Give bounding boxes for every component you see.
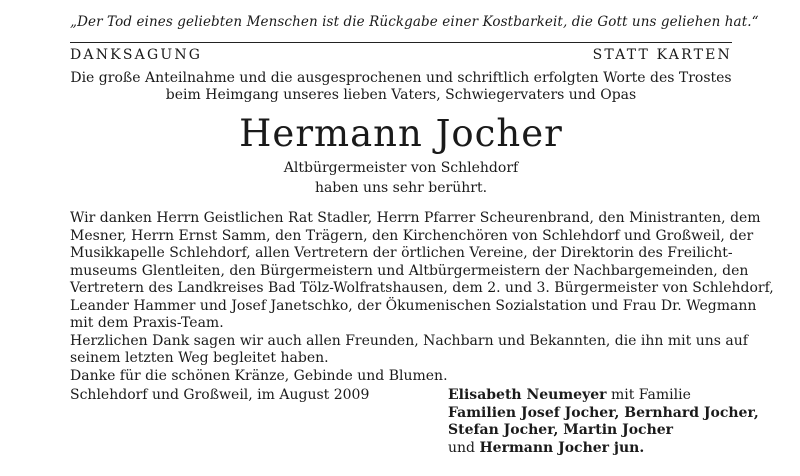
thanks-line: museums Glentleiten, den Bürgermeistern und Altbürgermeistern der Nachbargemeinden, den: [70, 262, 749, 279]
thanks-line: Mesner, Herrn Ernst Samm, den Trägern, den Kirchenchören von Schlehdorf und Großweil, der: [70, 227, 754, 244]
intro-line: beim Heimgang unseres lieben Vaters, Schwiegervaters und Opas: [165, 87, 637, 103]
signer-prefix: und: [448, 439, 480, 456]
header-divider: [70, 42, 732, 43]
thanks-body: [70, 210, 774, 385]
signer-suffix: mit Familie: [606, 387, 691, 403]
signer-line: [448, 387, 759, 405]
thanks-line: Vertretern des Landkreises Bad Tölz-Wolfratshausen, dem 2. und 3. Bürgermeister von Schlehdorf,: [70, 280, 774, 296]
signers-block: [448, 387, 759, 457]
touched-line: haben uns sehr berührt.: [314, 180, 488, 196]
signer-name: Hermann Jocher jun.: [479, 439, 645, 456]
place-date: Schlehdorf und Großweil, im August 2009: [70, 387, 370, 403]
obituary-notice: [70, 0, 774, 476]
heading-danksagung: DANKSAGUNG: [70, 47, 203, 63]
signer-families: Familien Josef Jocher, Bernhard Jocher,: [448, 404, 759, 421]
motto-quote: „Der Tod eines geliebten Menschen ist die Rückgabe einer Kostbarkeit, die Gott uns geliehen hat.“: [70, 14, 759, 30]
deceased-name: Hermann Jocher: [239, 112, 563, 155]
thanks-line: Wir danken Herrn Geistlichen Rat Stadler, Herrn Pfarrer Scheurenbrand, den Ministranten, dem: [70, 210, 761, 226]
signer-line: [448, 440, 759, 458]
cordial-line: seinem letzten Weg begleitet haben.: [70, 350, 329, 366]
signer-name: Elisabeth Neumeyer: [448, 387, 607, 403]
intro-text: [70, 70, 732, 104]
cordial-line: Herzlichen Dank sagen wir auch allen Freunden, Nachbarn und Bekannten, die ihn mit uns auf: [70, 332, 748, 349]
flowers-line: Danke für die schönen Kränze, Gebinde und Blumen.: [70, 367, 448, 384]
thanks-line: Leander Hammer und Josef Janetschko, der Ökumenischen Sozialstation und Frau Dr. Wegmann: [70, 297, 757, 314]
heading-statt-karten: STATT KARTEN: [592, 47, 732, 63]
intro-line: Die große Anteilnahme und die ausgesprochenen und schriftlich erfolgten Worte des Trostes: [70, 70, 732, 86]
signer-line: [448, 405, 759, 423]
thanks-line: mit dem Praxis-Team.: [70, 315, 224, 331]
signer-line: [448, 422, 759, 440]
signer-families: Stefan Jocher, Martin Jocher: [448, 422, 674, 438]
thanks-line: Musikkapelle Schlehdorf, allen Vertretern der örtlichen Vereine, der Direktorin des Freilicht-: [70, 245, 733, 261]
deceased-title: Altbürgermeister von Schlehdorf: [283, 160, 519, 176]
